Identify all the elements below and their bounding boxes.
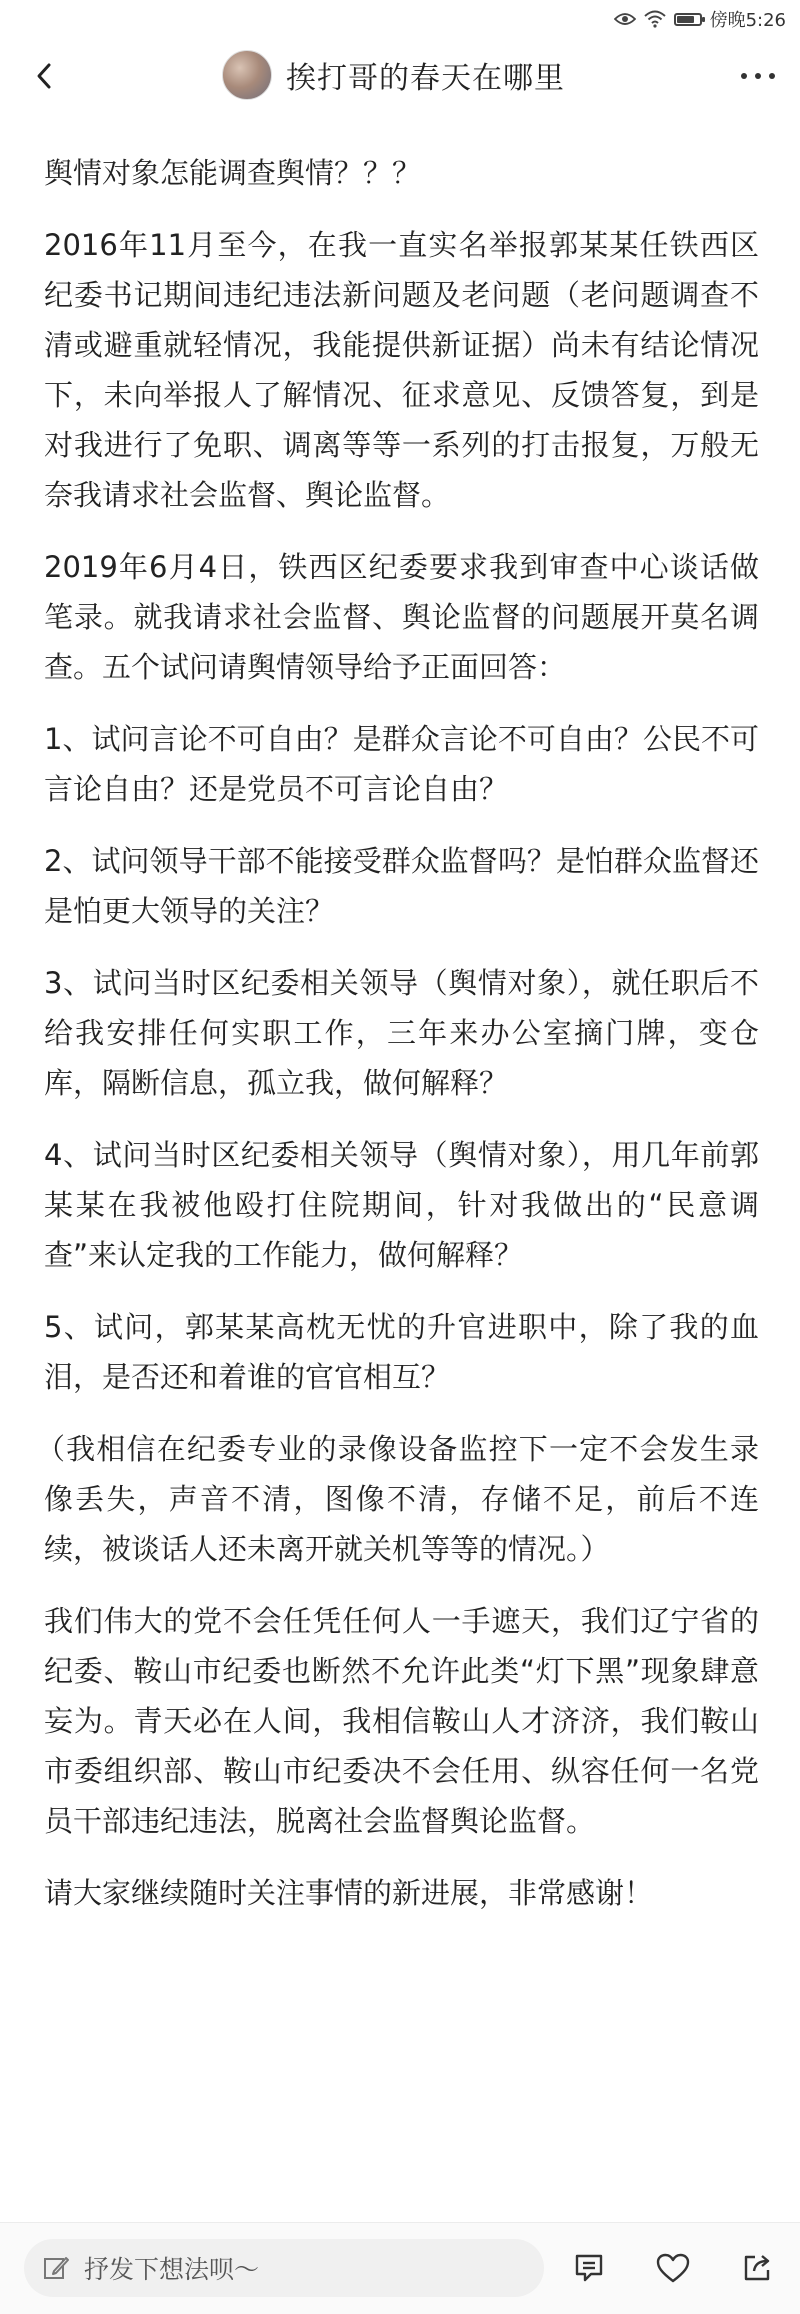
paragraph: 1、试问言论不可自由？是群众言论不可自由？公民不可言论自由？还是党员不可言论自由？ [44,722,759,806]
paragraph: 3、试问当时区纪委相关领导（舆情对象），就任职后不给我安排任何实职工作，三年来办公室摘门牌，变仓库，隔断信息，孤立我，做何解释？ [44,966,759,1100]
nav-bar [0,38,800,112]
eye-icon [614,8,636,30]
paragraph: 2016年11月至今，在我一直实名举报郭某某任铁西区纪委书记期间违纪违法新问题及老问题（老问题调查不清或避重就轻情况，我能提供新证据）尚未有结论情况下，未向举报人了解情况、征求意见、反馈答复，到是对我进行了免职、调离等等一系列的打击报复，万般无奈我请求社会监督、舆论监督。 [44,228,759,512]
more-dots-icon [740,72,776,80]
like-button[interactable] [650,2245,696,2291]
battery-icon [674,8,702,30]
share-icon [741,2252,773,2284]
comment-button[interactable] [566,2245,612,2291]
like-heart-icon [656,2253,690,2283]
chevron-left-icon [33,62,55,90]
comment-placeholder: 抒发下想法呗～ [84,2255,260,2284]
back-button[interactable] [22,54,66,98]
paragraph: 2019年6月4日，铁西区纪委要求我到审查中心谈话做笔录。就我请求社会监督、舆论监督的问题展开莫名调查。五个试问请舆情领导给予正面回答： [44,550,759,684]
paragraph: 4、试问当时区纪委相关领导（舆情对象），用几年前郭某某在我被他殴打住院期间，针对我做出的“民意调查”来认定我的工作能力，做何解释？ [44,1138,759,1272]
more-button[interactable] [734,54,782,98]
paragraph: 2、试问领导干部不能接受群众监督吗？是怕群众监督还是怕更大领导的关注？ [44,844,759,928]
paragraph: 我们伟大的党不会任凭任何人一手遮天，我们辽宁省的纪委、鞍山市纪委也断然不允许此类“灯下黑”现象肆意妄为。青天必在人间，我相信鞍山人才济济，我们鞍山市委组织部、鞍山市纪委决不会任用、纵容任何一名党员干部违纪违法，脱离社会监督舆论监督。 [44,1604,759,1838]
comment-input[interactable] [24,2239,544,2297]
avatar[interactable] [222,50,272,100]
comment-icon [573,2252,605,2284]
share-button[interactable] [734,2245,780,2291]
status-time: 傍晚5:26 [709,10,786,31]
paragraph: （我相信在纪委专业的录像设备监控下一定不会发生录像丢失，声音不清，图像不清，存储不足，前后不连续，被谈话人还未离开就关机等等的情况。） [36,1432,759,1566]
nav-author[interactable] [222,48,565,102]
page-title: 挨打哥的春天在哪里 [286,61,565,96]
paragraph: 请大家继续随时关注事情的新进展，非常感谢！ [44,1876,654,1910]
status-bar [0,0,800,38]
paragraph: 舆情对象怎能调查舆情？？？ [44,156,422,190]
wifi-icon [644,8,666,30]
edit-icon [42,2254,70,2282]
bottom-bar [0,2222,800,2314]
paragraph: 5、试问，郭某某高枕无忧的升官进职中，除了我的血泪，是否还和着谁的官官相互？ [44,1310,759,1394]
article-body [36,148,759,1940]
